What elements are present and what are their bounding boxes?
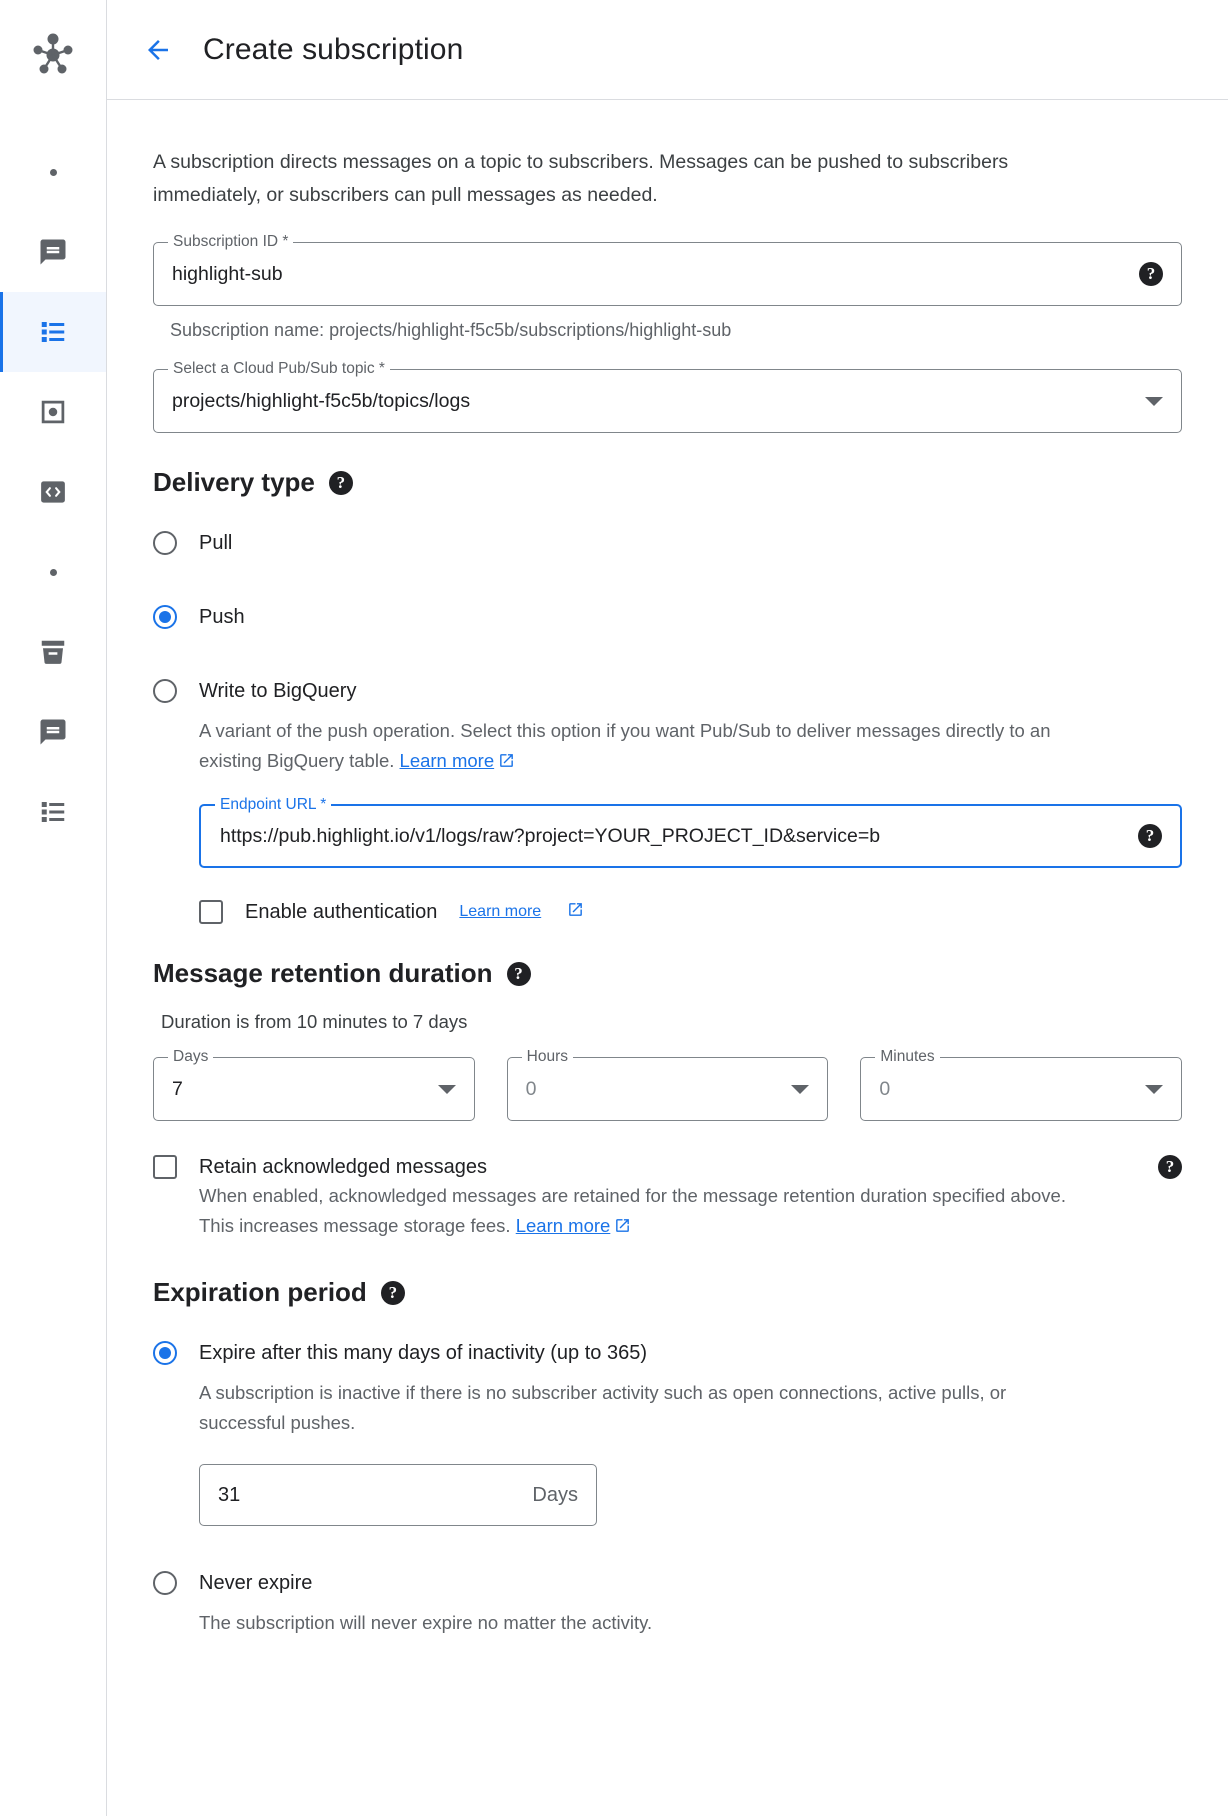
checkbox-enable-authentication[interactable] (199, 900, 223, 924)
retention-minutes-value: 0 (879, 1077, 891, 1100)
rail-item-snapshots[interactable] (0, 372, 106, 452)
retention-days-select[interactable] (153, 1048, 475, 1121)
rail-item-subscriptions[interactable] (0, 292, 106, 372)
delivery-option-bigquery-label: Write to BigQuery (199, 679, 357, 702)
chevron-down-icon[interactable] (438, 1085, 456, 1094)
radio-never-expire[interactable] (153, 1571, 177, 1595)
page-title: Create subscription (203, 32, 464, 66)
expiration-days-input[interactable] (199, 1464, 597, 1526)
rail-item-list (0, 110, 106, 852)
expiration-days-suffix: Days (532, 1483, 578, 1506)
rail-item-lite-topics[interactable] (0, 692, 106, 772)
endpoint-url-label: Endpoint URL * (215, 795, 331, 815)
retention-minutes-label: Minutes (875, 1047, 939, 1067)
enable-authentication-row[interactable] (199, 900, 1182, 924)
retention-hours-value: 0 (525, 1077, 537, 1100)
subscription-name-helper: Subscription name: projects/highlight-f5c5b/subscriptions/highlight-sub (170, 320, 732, 340)
retention-days-value: 7 (172, 1077, 183, 1100)
subscription-id-input[interactable]: highlight-sub (172, 262, 283, 285)
dot-icon (50, 569, 57, 576)
retention-hours-label: Hours (522, 1047, 573, 1067)
retain-acknowledged-desc (199, 1181, 1079, 1243)
radio-push[interactable] (153, 605, 177, 629)
external-link-icon (567, 901, 584, 923)
expiration-days-value[interactable]: 31 (218, 1483, 241, 1506)
chevron-down-icon[interactable] (791, 1085, 809, 1094)
help-icon[interactable]: ? (381, 1281, 405, 1305)
never-expire-label: Never expire (199, 1571, 313, 1594)
subscriptions-icon (38, 317, 68, 347)
topic-select-value: projects/highlight-f5c5b/topics/logs (172, 389, 471, 412)
left-nav-rail (0, 0, 107, 1816)
retain-acknowledged-row[interactable] (153, 1155, 1182, 1179)
main-content (107, 0, 1228, 1816)
snapshots-icon (38, 397, 68, 427)
retention-days-label: Days (168, 1047, 213, 1067)
help-icon[interactable]: ? (1139, 262, 1163, 286)
help-icon[interactable]: ? (1158, 1155, 1182, 1179)
page-header (107, 0, 1228, 100)
lite-reservations-icon (38, 637, 68, 667)
never-expire-desc: The subscription will never expire no matter the activity. (199, 1612, 653, 1633)
external-link-icon (498, 748, 515, 778)
endpoint-url-wrapper (199, 796, 1182, 868)
delivery-type-heading-text: Delivery type (153, 467, 315, 497)
checkbox-retain-acknowledged[interactable] (153, 1155, 177, 1179)
retention-hours-select[interactable] (507, 1048, 829, 1121)
delivery-option-pull-label: Pull (199, 531, 233, 554)
external-link-icon (614, 1213, 631, 1243)
back-arrow-icon (143, 35, 173, 65)
form-body (107, 100, 1228, 1638)
expiration-heading-text: Expiration period (153, 1277, 367, 1307)
subscription-id-field[interactable] (153, 233, 1182, 306)
pubsub-logo-icon (0, 0, 106, 110)
expiration-option-expire-after[interactable] (153, 1330, 1182, 1376)
retention-duration-fields (153, 1048, 1182, 1121)
radio-write-to-bigquery[interactable] (153, 679, 177, 703)
expire-after-desc: A subscription is inactive if there is no subscriber activity such as open connections, active pulls, or successful pushes. (199, 1382, 1007, 1433)
retention-heading (153, 958, 1182, 989)
intro-text: A subscription directs messages on a topic to subscribers. Messages can be pushed to subscribers immediately, or subscribers can pull messages as needed. (153, 151, 1009, 206)
delivery-option-bigquery-desc (199, 716, 1079, 778)
rail-item-topics[interactable] (0, 212, 106, 292)
topic-select[interactable] (153, 360, 1182, 433)
retention-note: Duration is from 10 minutes to 7 days (161, 1011, 468, 1032)
endpoint-url-field[interactable] (199, 796, 1182, 868)
rail-item-lite-subscriptions[interactable] (0, 772, 106, 852)
rail-item-lite-reservations[interactable] (0, 612, 106, 692)
radio-expire-after-days[interactable] (153, 1341, 177, 1365)
lite-topics-icon (38, 717, 68, 747)
authentication-learn-more-link[interactable]: Learn more (459, 903, 542, 920)
schemas-icon (38, 477, 68, 507)
rail-item-dot-top[interactable] (0, 132, 106, 212)
delivery-option-bigquery[interactable] (153, 668, 1182, 714)
expiration-option-never-expire[interactable] (153, 1560, 1182, 1606)
dot-icon (50, 169, 57, 176)
endpoint-url-input[interactable]: https://pub.highlight.io/v1/logs/raw?project=YOUR_PROJECT_ID&service=b (220, 824, 881, 847)
topics-icon (38, 237, 68, 267)
bigquery-learn-more-link[interactable]: Learn more (399, 750, 495, 771)
help-icon[interactable]: ? (507, 962, 531, 986)
topic-select-label: Select a Cloud Pub/Sub topic * (168, 359, 390, 379)
bigquery-desc-text: A variant of the push operation. Select this option if you want Pub/Sub to deliver messages directly to an existing BigQuery table. (199, 720, 1051, 771)
chevron-down-icon[interactable] (1145, 1085, 1163, 1094)
expiration-heading (153, 1277, 1182, 1308)
delivery-type-heading (153, 467, 1182, 498)
help-icon[interactable]: ? (329, 471, 353, 495)
lite-subscriptions-icon (38, 797, 68, 827)
chevron-down-icon[interactable] (1145, 397, 1163, 406)
delivery-option-pull[interactable] (153, 520, 1182, 566)
retain-learn-more-link[interactable]: Learn more (515, 1215, 611, 1236)
retain-desc-text: When enabled, acknowledged messages are retained for the message retention duration specified above. This increases message storage fees. (199, 1185, 1066, 1236)
retain-acknowledged-label: Retain acknowledged messages (199, 1155, 487, 1178)
retention-minutes-select[interactable] (860, 1048, 1182, 1121)
back-button[interactable] (141, 33, 175, 67)
retention-heading-text: Message retention duration (153, 958, 493, 988)
subscription-id-label: Subscription ID * (168, 232, 293, 252)
help-icon[interactable]: ? (1138, 824, 1162, 848)
delivery-option-push[interactable] (153, 594, 1182, 640)
rail-item-dot-mid[interactable] (0, 532, 106, 612)
enable-authentication-label: Enable authentication (245, 900, 438, 923)
expire-after-label: Expire after this many days of inactivity (up to 365) (199, 1341, 647, 1364)
delivery-option-push-label: Push (199, 605, 245, 628)
rail-item-schemas[interactable] (0, 452, 106, 532)
radio-pull[interactable] (153, 531, 177, 555)
